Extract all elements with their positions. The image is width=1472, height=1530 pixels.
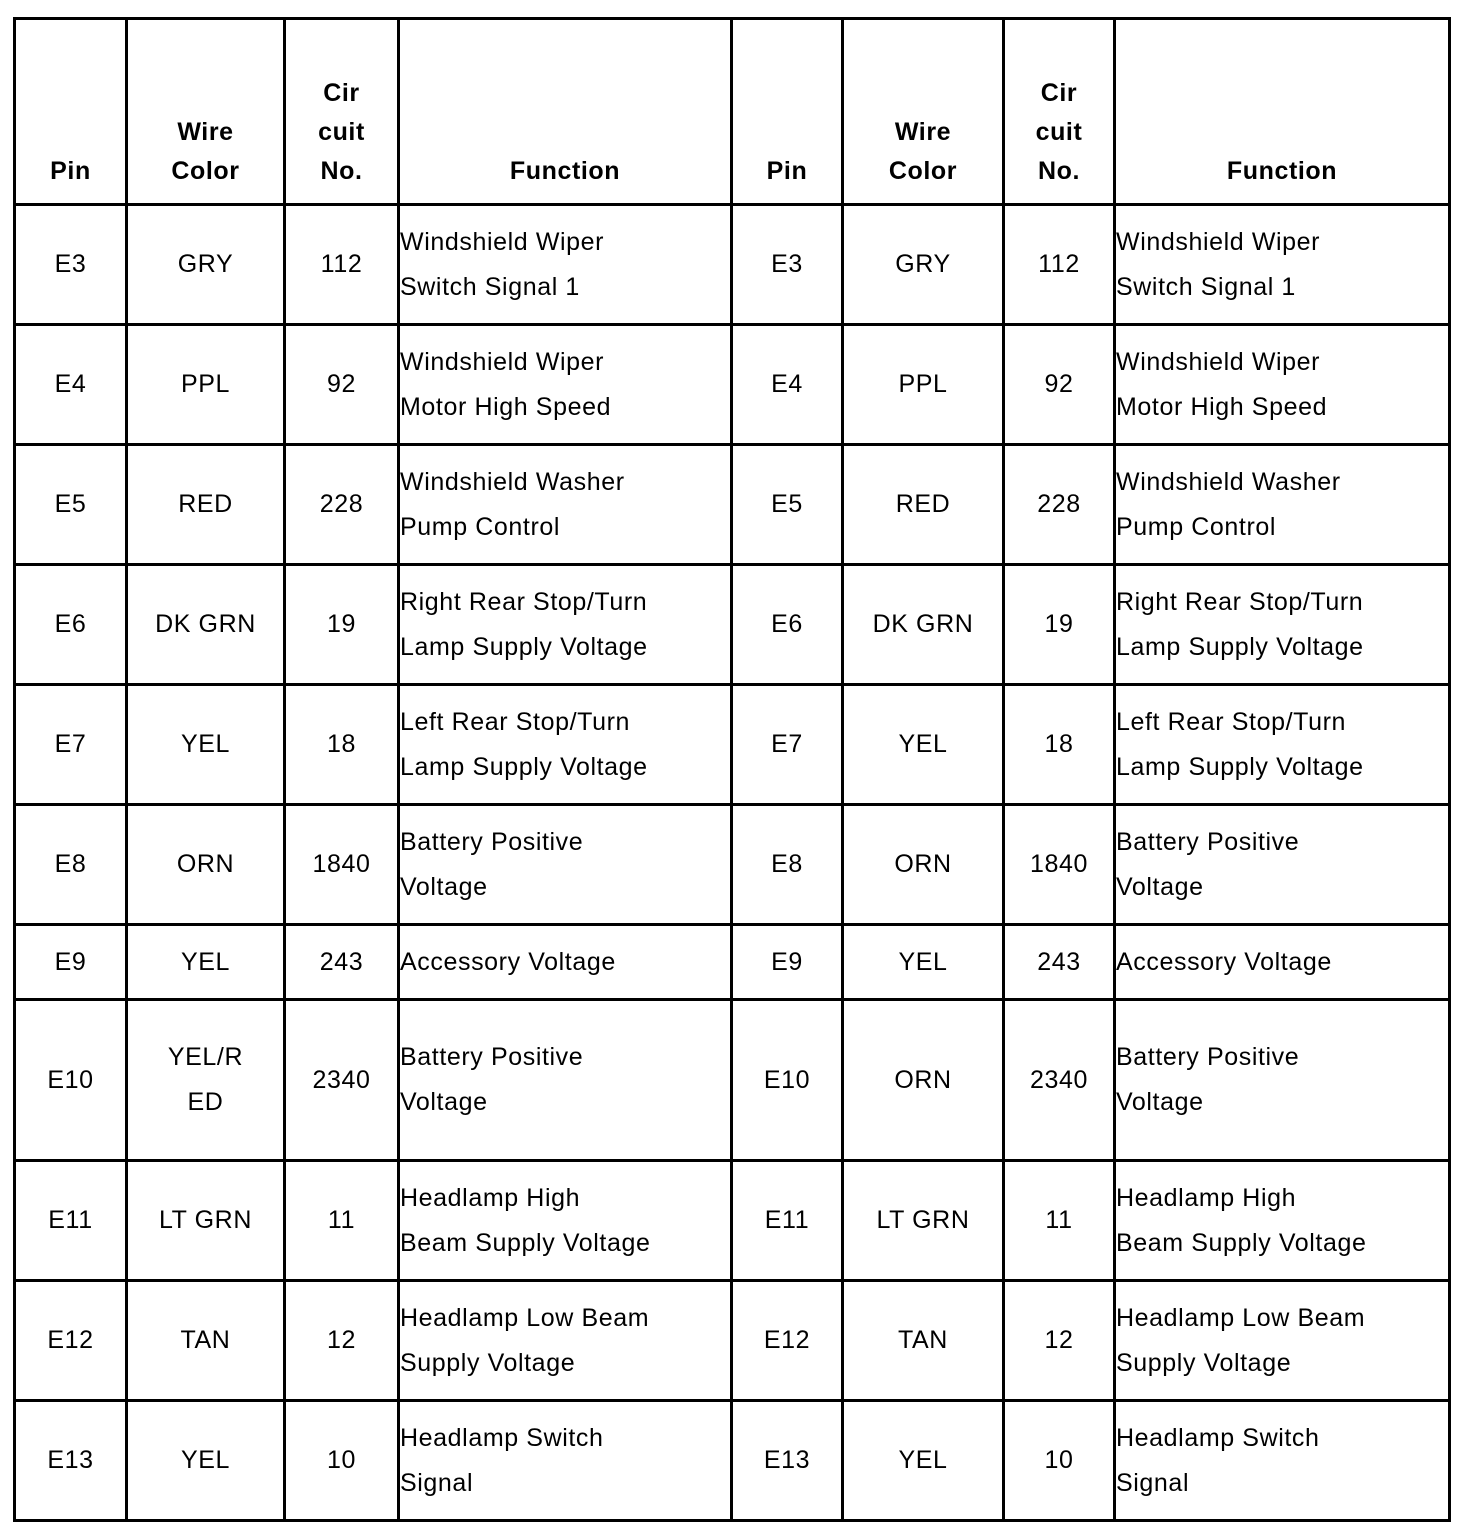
header-function: Function [1115, 19, 1450, 205]
wire-color-line: GRY [895, 250, 951, 278]
wire-color-line: DK GRN [155, 610, 256, 638]
function-cell [399, 205, 732, 325]
function-cell [399, 325, 732, 445]
function-line: Voltage [400, 872, 488, 901]
function-line: Motor High Speed [400, 392, 612, 421]
function-cell [399, 685, 732, 805]
function-cell [1115, 1161, 1450, 1281]
function-line: Battery Positive [1116, 827, 1300, 856]
table-row [15, 925, 1450, 1000]
function-line: Windshield Washer [1116, 467, 1341, 496]
wire-color-cell [127, 325, 285, 445]
wire-color-cell [127, 805, 285, 925]
pin-cell: E9 [732, 925, 843, 1000]
table-row [15, 325, 1450, 445]
pin-cell: E10 [732, 1000, 843, 1161]
function-cell [1115, 445, 1450, 565]
function-cell [399, 805, 732, 925]
header-wire-color-line: Wire [894, 118, 952, 146]
circuit-no-cell: 18 [285, 685, 399, 805]
header-circuit-line: cuit [318, 118, 365, 146]
pin-cell: E13 [15, 1401, 127, 1521]
pin-cell: E7 [15, 685, 127, 805]
function-line: Switch Signal 1 [400, 272, 580, 301]
pin-cell: E5 [15, 445, 127, 565]
function-line: Headlamp Low Beam [400, 1303, 650, 1332]
wire-color-cell [843, 685, 1004, 805]
function-line: Voltage [400, 1088, 488, 1116]
header-row [15, 19, 1450, 205]
table-body [15, 19, 1450, 1521]
wire-color-cell [843, 1000, 1004, 1161]
function-line: Windshield Wiper [400, 347, 605, 376]
pin-cell: E8 [15, 805, 127, 925]
pin-cell: E7 [732, 685, 843, 805]
circuit-no-cell: 228 [1004, 445, 1115, 565]
function-cell [399, 565, 732, 685]
header-circuit-line: Cir [1040, 79, 1078, 107]
wire-color-cell [127, 1401, 285, 1521]
circuit-no-cell: 12 [285, 1281, 399, 1401]
pin-cell: E11 [15, 1161, 127, 1281]
circuit-no-cell: 228 [285, 445, 399, 565]
function-line: Left Rear Stop/Turn [400, 707, 631, 736]
circuit-no-cell: 112 [1004, 205, 1115, 325]
header-pin: Pin [15, 19, 127, 205]
wire-color-cell [127, 1161, 285, 1281]
header-wire-color-line: Color [888, 157, 958, 185]
header-circuit-line: Cir [323, 79, 360, 107]
function-line: Voltage [1116, 1088, 1204, 1116]
function-line: Lamp Supply Voltage [1116, 632, 1364, 661]
wire-color-cell [843, 1401, 1004, 1521]
pin-cell: E10 [15, 1000, 127, 1161]
circuit-no-cell: 12 [1004, 1281, 1115, 1401]
function-line: Left Rear Stop/Turn [1116, 707, 1347, 736]
header-wire-color [843, 19, 1004, 205]
function-cell [399, 925, 732, 1000]
pin-cell: E4 [15, 325, 127, 445]
circuit-no-cell: 243 [1004, 925, 1115, 1000]
function-line: Right Rear Stop/Turn [400, 587, 648, 616]
function-line: Pump Control [1116, 512, 1277, 541]
function-line: Beam Supply Voltage [400, 1228, 651, 1257]
pin-cell: E3 [732, 205, 843, 325]
wire-color-cell [127, 1000, 285, 1161]
circuit-no-cell: 92 [1004, 325, 1115, 445]
function-cell [1115, 805, 1450, 925]
wire-color-line: YEL [180, 947, 231, 976]
function-cell [1115, 565, 1450, 685]
table-row [15, 1281, 1450, 1401]
wire-color-line: ORN [176, 850, 235, 878]
function-line: Windshield Wiper [400, 227, 605, 256]
wire-color-line: LT GRN [159, 1206, 252, 1234]
function-line: Lamp Supply Voltage [400, 752, 648, 781]
pin-cell: E11 [732, 1161, 843, 1281]
pin-cell: E6 [15, 565, 127, 685]
function-line: Headlamp Switch [1116, 1423, 1320, 1452]
circuit-no-cell: 92 [285, 325, 399, 445]
table-row [15, 1161, 1450, 1281]
circuit-no-cell: 11 [285, 1161, 399, 1281]
function-cell [399, 1000, 732, 1161]
function-line: Windshield Washer [400, 467, 625, 496]
function-line: Right Rear Stop/Turn [1116, 587, 1364, 616]
wire-color-line: ED [187, 1088, 224, 1116]
circuit-no-cell: 2340 [1004, 1000, 1115, 1161]
function-line: Lamp Supply Voltage [1116, 752, 1364, 781]
function-line: Pump Control [400, 512, 561, 541]
pin-cell: E4 [732, 325, 843, 445]
wire-color-cell [127, 565, 285, 685]
pin-cell: E9 [15, 925, 127, 1000]
function-cell [399, 1161, 732, 1281]
pin-cell: E3 [15, 205, 127, 325]
function-line: Headlamp Low Beam [1116, 1303, 1366, 1332]
header-circuit-line: cuit [1035, 118, 1083, 146]
wire-color-cell [843, 805, 1004, 925]
function-line: Accessory Voltage [1116, 947, 1332, 976]
function-line: Motor High Speed [1116, 392, 1328, 421]
wire-color-line: ORN [894, 850, 952, 878]
wire-color-cell [127, 445, 285, 565]
wire-color-line: YEL/R [167, 1043, 244, 1071]
function-line: Headlamp Switch [400, 1423, 604, 1452]
function-line: Switch Signal 1 [1116, 272, 1296, 301]
wire-color-line: RED [895, 490, 951, 518]
wire-color-line: PPL [898, 370, 948, 398]
function-cell [399, 445, 732, 565]
wire-color-line: YEL [180, 1446, 231, 1474]
wire-color-line: ORN [894, 1065, 952, 1094]
function-cell [1115, 205, 1450, 325]
function-cell [399, 1281, 732, 1401]
wire-color-cell [127, 925, 285, 1000]
wire-color-line: YEL [898, 947, 948, 976]
table-row [15, 565, 1450, 685]
function-cell [1115, 1281, 1450, 1401]
function-cell [1115, 325, 1450, 445]
wire-color-line: PPL [180, 370, 231, 398]
header-circuit-no [285, 19, 399, 205]
circuit-no-cell: 11 [1004, 1161, 1115, 1281]
header-circuit-line: No. [1037, 157, 1081, 185]
circuit-no-cell: 19 [285, 565, 399, 685]
pin-cell: E13 [732, 1401, 843, 1521]
wire-color-cell [843, 205, 1004, 325]
pin-cell: E8 [732, 805, 843, 925]
function-line: Signal [400, 1468, 474, 1497]
circuit-no-cell: 10 [285, 1401, 399, 1521]
function-line: Supply Voltage [400, 1348, 576, 1377]
wire-color-cell [843, 1281, 1004, 1401]
circuit-no-cell: 19 [1004, 565, 1115, 685]
wire-color-line: DK GRN [872, 610, 974, 638]
table-row [15, 1000, 1450, 1161]
table-row [15, 445, 1450, 565]
function-line: Accessory Voltage [400, 947, 616, 976]
wire-color-line: YEL [898, 730, 948, 758]
pin-cell: E12 [732, 1281, 843, 1401]
circuit-no-cell: 18 [1004, 685, 1115, 805]
circuit-no-cell: 2340 [285, 1000, 399, 1161]
header-wire-color [127, 19, 285, 205]
function-line: Signal [1116, 1468, 1190, 1497]
function-line: Voltage [1116, 872, 1204, 901]
table-row [15, 205, 1450, 325]
wire-color-cell [843, 565, 1004, 685]
table-row [15, 1401, 1450, 1521]
wire-color-cell [843, 925, 1004, 1000]
circuit-no-cell: 112 [285, 205, 399, 325]
wire-color-line: TAN [180, 1326, 231, 1354]
wire-color-cell [843, 325, 1004, 445]
wire-color-line: GRY [177, 250, 234, 278]
header-pin: Pin [732, 19, 843, 205]
function-line: Headlamp High [400, 1183, 581, 1212]
function-line: Supply Voltage [1116, 1348, 1292, 1377]
pin-cell: E6 [732, 565, 843, 685]
header-wire-color-line: Wire [177, 118, 234, 146]
wire-color-line: LT GRN [876, 1206, 970, 1234]
wire-color-line: YEL [180, 730, 231, 758]
wire-color-cell [127, 685, 285, 805]
function-line: Lamp Supply Voltage [400, 632, 648, 661]
circuit-no-cell: 243 [285, 925, 399, 1000]
header-circuit-no [1004, 19, 1115, 205]
header-function: Function [399, 19, 732, 205]
function-line: Battery Positive [400, 827, 584, 856]
function-line: Beam Supply Voltage [1116, 1228, 1367, 1257]
function-cell [1115, 1000, 1450, 1161]
function-line: Windshield Wiper [1116, 227, 1321, 256]
function-cell [399, 1401, 732, 1521]
wire-color-cell [127, 205, 285, 325]
function-cell [1115, 1401, 1450, 1521]
wire-color-cell [843, 445, 1004, 565]
pin-cell: E12 [15, 1281, 127, 1401]
header-wire-color-line: Color [171, 157, 240, 185]
header-circuit-line: No. [320, 157, 363, 185]
wire-color-line: YEL [898, 1446, 948, 1474]
connector-pinout-table [13, 17, 1451, 1522]
function-line: Battery Positive [400, 1043, 584, 1071]
table-row [15, 685, 1450, 805]
circuit-no-cell: 1840 [1004, 805, 1115, 925]
circuit-no-cell: 1840 [285, 805, 399, 925]
wire-color-cell [843, 1161, 1004, 1281]
wire-color-line: RED [178, 490, 233, 518]
function-line: Windshield Wiper [1116, 347, 1321, 376]
function-cell [1115, 685, 1450, 805]
function-line: Battery Positive [1116, 1043, 1300, 1071]
function-cell [1115, 925, 1450, 1000]
table-row [15, 805, 1450, 925]
wire-color-line: TAN [898, 1326, 948, 1354]
circuit-no-cell: 10 [1004, 1401, 1115, 1521]
function-line: Headlamp High [1116, 1183, 1297, 1212]
pin-cell: E5 [732, 445, 843, 565]
wire-color-cell [127, 1281, 285, 1401]
